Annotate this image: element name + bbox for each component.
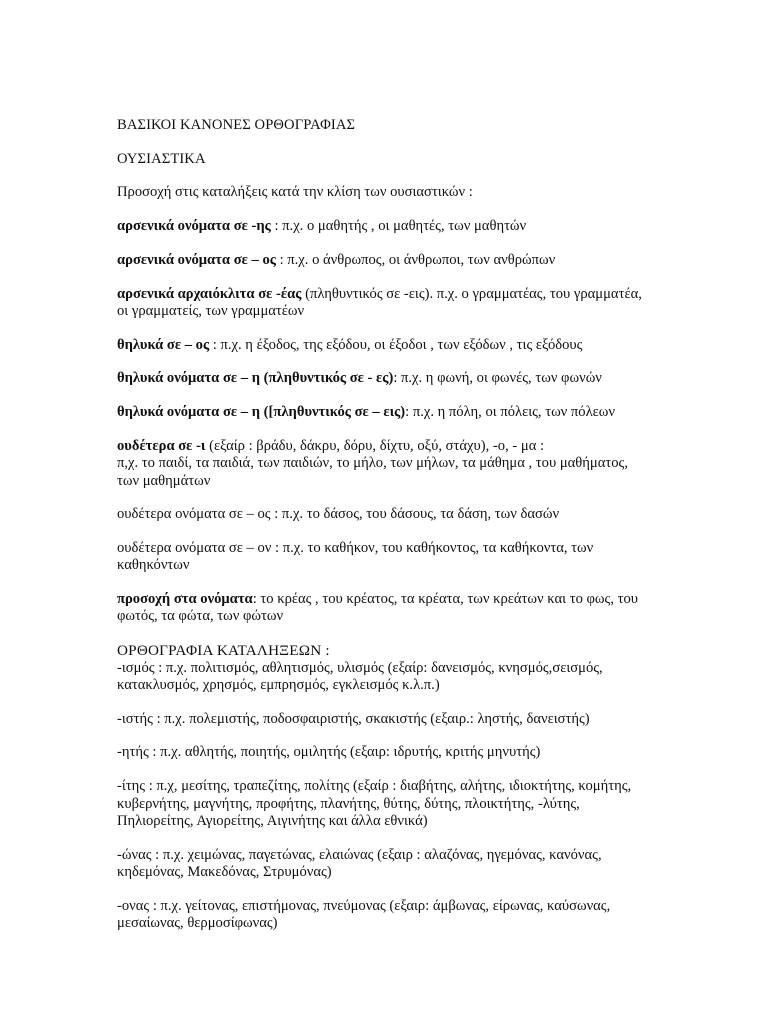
rule-masculine-os (117, 252, 653, 269)
rule-feminine-i-es (117, 370, 653, 387)
rule-term: αρσενικά αρχαιόκλιτα σε -έας (117, 285, 302, 302)
rule-text: : π.χ. η πόλη, οι πόλεις, των πόλεων (405, 404, 615, 421)
rule-neuter-os: ουδέτερα ονόματα σε – ος : π.χ. το δάσος, του δάσους, τα δάση, των δασών (117, 506, 560, 523)
intro-text: Προσοχή στις καταλήξεις κατά την κλίση των ουσιαστικών : (117, 184, 473, 201)
rule-feminine-os (117, 337, 653, 354)
rule-neuter-on: ουδέτερα ονόματα σε – ον : π.χ. το καθήκον, του καθήκοντος, τα καθήκοντα, των καθηκόντων (117, 539, 594, 574)
ending-onas-omicron: -ονας : π.χ. γείτονας, επιστήμονας, πνεύμονας (εξαιρ: άμβωνας, είρωνας, καύσωνας, μεσαίωνας, θερμοσίφωνας) (117, 897, 611, 932)
section-title-endings: ΟΡΘΟΓΡΑΦΙΑ ΚΑΤΑΛΗΞΕΩΝ : (117, 642, 330, 660)
ending-ismos: -ισμός : π.χ. πολιτισμός, αθλητισμός, υλισμός (εξαίρ: δανεισμός, κνησμός,σεισμός, κατακλυσμός, χρησμός, εμπρησμός, εγκλεισμός κ.λ.π.) (117, 659, 603, 693)
rule-term: θηλυκά ονόματα σε – η ([πληθυντικός σε – εις) (117, 404, 406, 421)
rule-examples: π,χ. το παιδί, τα παιδιά, των παιδιών, το μήλο, των μήλων, τα μάθημα , του μαθήματος, των μαθημάτων (117, 455, 628, 489)
note-paragraph (117, 591, 653, 626)
rule-term: θηλυκά ονόματα σε – η (πληθυντικός σε - ες) (117, 370, 394, 387)
rule-masculine-is (117, 218, 653, 235)
document-title: ΒΑΣΙΚΟΙ ΚΑΝΟΝΕΣ ΟΡΘΟΓΡΑΦΙΑΣ (117, 117, 356, 133)
rule-text: : π.χ. η φωνή, οι φωνές, των φωνών (393, 370, 602, 387)
rule-text: (εξαίρ : βράδυ, δάκρυ, δόρυ, δίχτυ, οξύ, στάχυ), -ο, - μα : (205, 437, 545, 454)
rule-text: : π.χ. η έξοδος, της εξόδου, οι έξοδοι , των εξόδων , τις εξόδους (209, 336, 583, 353)
rule-text: : π.χ. ο άνθρωπος, οι άνθρωποι, των ανθρώπων (275, 251, 556, 268)
rule-feminine-i-eis (117, 404, 653, 421)
rule-masculine-eas (117, 286, 653, 321)
rule-text: (πληθυντικός σε -εις). π.χ. ο γραμματέας, του γραμματέα, οι γραμματείς, των γραμματέων (117, 285, 642, 319)
note-term: προσοχή στα ονόματα (117, 591, 253, 608)
section-title-nouns: ΟΥΣΙΑΣΤΙΚΑ (117, 150, 206, 167)
rule-term: ουδέτερα σε -ι (117, 437, 206, 454)
ending-onas-omega: -ώνας : π.χ. χειμώνας, παγετώνας, ελαιώνας (εξαιρ : αλαζόνας, ηγεμόνας, κανόνας, κηδεμόνας, Μακεδόνας, Στρυμόνας) (117, 846, 602, 881)
rule-term: αρσενικά ονόματα σε – ος (117, 251, 276, 268)
rule-neuter-i (117, 438, 653, 490)
ending-istis: -ιστής : π.χ. πολεμιστής, ποδοσφαιριστής, σκακιστής (εξαιρ.: ληστής, δανειστής) (117, 710, 590, 727)
rule-term: αρσενικά ονόματα σε -ης (117, 218, 271, 235)
ending-itis-eta: -ητής : π.χ. αθλητής, ποιητής, ομιλητής (εξαιρ: ιδρυτής, κριτής μηνυτής) (117, 744, 541, 761)
rule-term: θηλυκά σε – ος (117, 336, 210, 353)
ending-itis-iota: -ίτης : π.χ, μεσίτης, τραπεζίτης, πολίτης (εξαίρ : διαβήτης, αλήτης, ιδιοκτήτης, κομήτης, κυβερνήτης, μαγνήτης, προφήτης, πλανήτης, θύτης, δύτης, πλοικτήτης, -λύτης, Πηλιορείτης, Αγιορείτης, Αιγινήτης και άλλα εθνικά) (117, 778, 632, 829)
rule-text: : π.χ. ο μαθητής , οι μαθητές, των μαθητών (270, 218, 527, 235)
document-page (117, 117, 653, 949)
note-text: : το κρέας , του κρέατος, τα κρέατα, των κρεάτων και το φως, του φωτός, τα φώτα, των φώτων (117, 591, 639, 625)
